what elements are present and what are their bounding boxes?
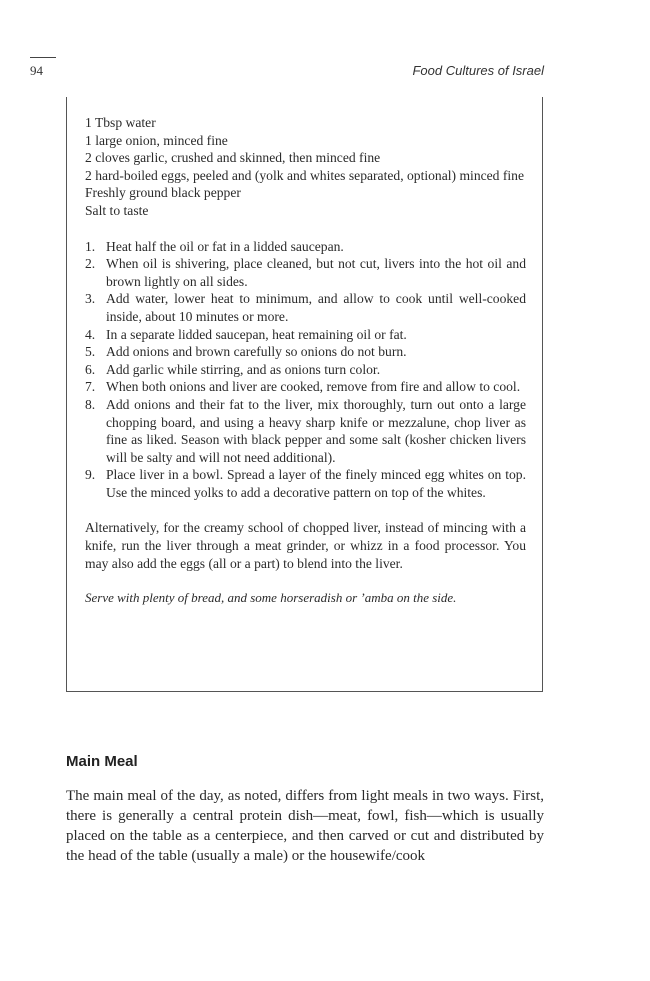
- step-item: [85, 378, 526, 396]
- ingredient-item: 1 Tbsp water: [85, 115, 156, 130]
- step-number: 4.: [85, 326, 96, 342]
- step-text: When oil is shivering, place cleaned, but not cut, livers into the hot oil and brown lightly on all sides.: [106, 256, 526, 289]
- step-number: 1.: [85, 238, 96, 254]
- step-item: [85, 290, 526, 325]
- step-number: 5.: [85, 344, 96, 360]
- step-item: [85, 466, 526, 501]
- body-paragraph: The main meal of the day, as noted, differs from light meals in two ways. First, there is generally a central protein dish—meat, fowl, fish—which is usually placed on the table as a centerpiece, and then carved or cut and distributed by the head of the table (usually a male) or the housewife/cook: [66, 788, 544, 864]
- step-item: [85, 396, 526, 466]
- step-item: [85, 361, 526, 379]
- step-text: Add garlic while stirring, and as onions turn color.: [106, 361, 381, 377]
- step-text: Heat half the oil or fat in a lidded saucepan.: [106, 238, 344, 254]
- step-number: 8.: [85, 396, 96, 412]
- step-item: [85, 255, 526, 290]
- step-item: [85, 238, 526, 256]
- step-text: Add water, lower heat to minimum, and allow to cook until well-cooked inside, about 10 minutes or more.: [106, 291, 526, 324]
- step-text: When both onions and liver are cooked, remove from fire and allow to cool.: [106, 379, 521, 395]
- step-number: 6.: [85, 361, 96, 377]
- step-item: [85, 326, 526, 344]
- serving-note: Serve with plenty of bread, and some horseradish or ’amba on the side.: [85, 590, 457, 606]
- ingredient-item: 2 cloves garlic, crushed and skinned, then minced fine: [85, 150, 381, 166]
- header-rule: [30, 57, 56, 58]
- ingredient-list: [85, 114, 526, 220]
- step-item: [85, 343, 526, 361]
- step-text: Add onions and their fat to the liver, mix thoroughly, turn out onto a large chopping board, and using a heavy sharp knife or mezzalune, chop liver as fine as liked. Season with black pepper and some salt (kosher chicken livers will be salty and will not need additional).: [106, 396, 526, 465]
- step-text: Add onions and brown carefully so onions do not burn.: [106, 344, 407, 360]
- step-number: 9.: [85, 467, 96, 483]
- recipe-content: [85, 114, 526, 607]
- page-number: 94: [30, 63, 43, 78]
- step-list: [85, 238, 526, 502]
- step-text: Place liver in a bowl. Spread a layer of the finely minced egg whites on top. Use the minced yolks to add a decorative pattern on top of the whites.: [106, 467, 526, 500]
- step-number: 3.: [85, 291, 96, 307]
- section-heading: Main Meal: [66, 753, 138, 770]
- ingredient-item: 2 hard-boiled eggs, peeled and (yolk and whites separated, optional) minced fine: [85, 167, 525, 183]
- alternative-method-paragraph: Alternatively, for the creamy school of chopped liver, instead of mincing with a knife, run the liver through a meat grinder, or whizz in a food processor. You may also add the eggs (all or a part) to blend into the liver.: [85, 520, 526, 571]
- ingredient-item: 1 large onion, minced fine: [85, 132, 228, 148]
- recipe-box: [66, 97, 543, 692]
- ingredient-item: Salt to taste: [85, 202, 149, 218]
- ingredient-item: Freshly ground black pepper: [85, 185, 241, 201]
- step-text: In a separate lidded saucepan, heat remaining oil or fat.: [106, 326, 407, 342]
- running-title: Food Cultures of Israel: [412, 63, 544, 78]
- step-number: 2.: [85, 256, 96, 272]
- step-number: 7.: [85, 379, 96, 395]
